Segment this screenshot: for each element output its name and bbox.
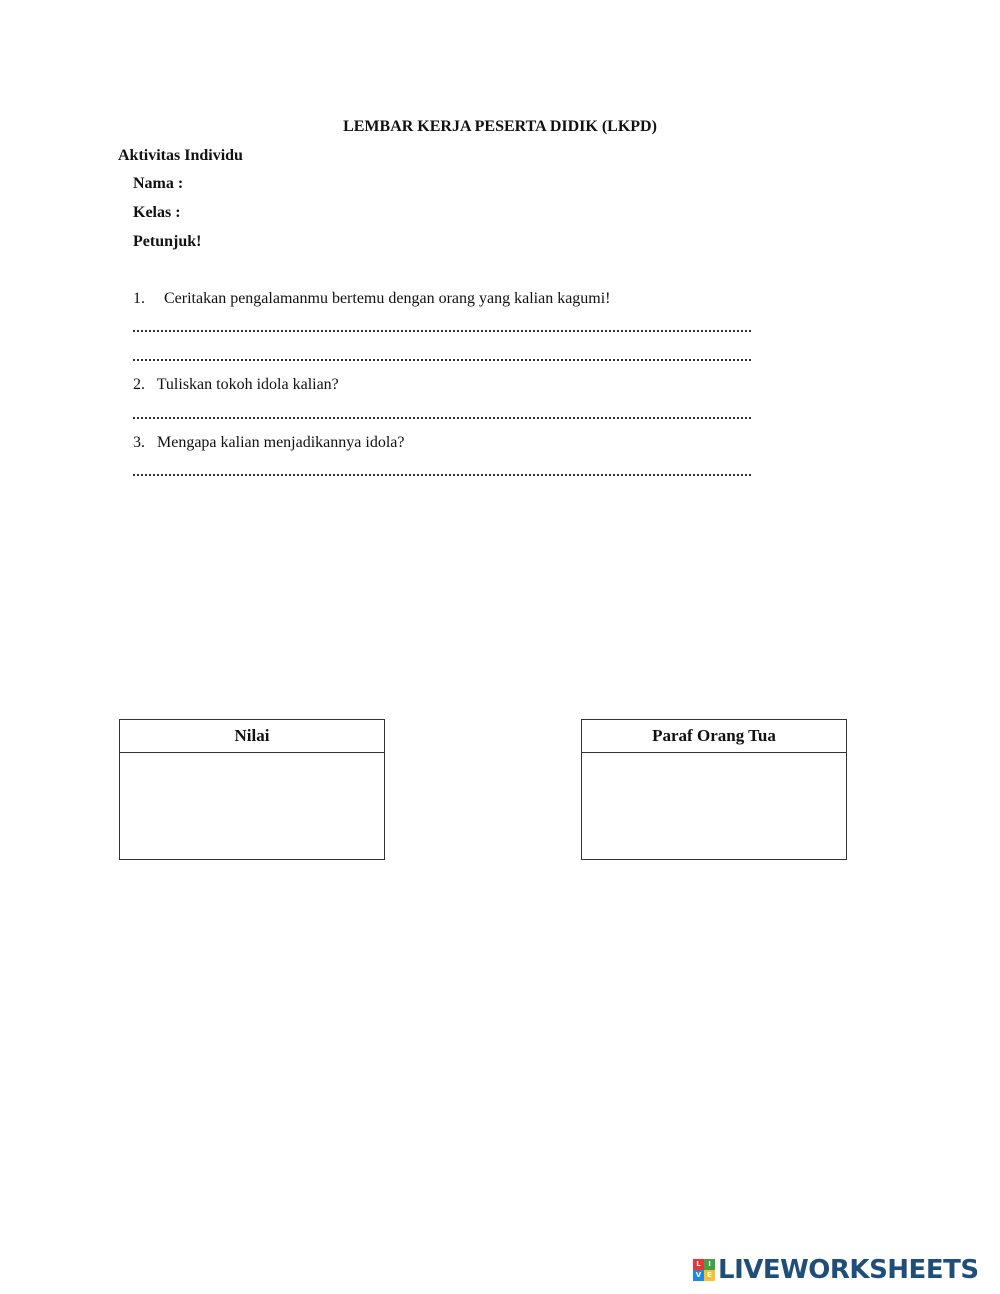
page-title: LEMBAR KERJA PESERTA DIDIK (LKPD): [343, 118, 657, 135]
logo-letter: V: [693, 1270, 704, 1281]
parent-signature-field[interactable]: [582, 753, 846, 859]
answer-line-1a[interactable]: [133, 330, 751, 332]
question-3: [133, 434, 404, 452]
answer-line-1b[interactable]: [133, 359, 751, 361]
question-text: Mengapa kalian menjadikannya idola?: [157, 434, 405, 451]
answer-line-3[interactable]: [133, 474, 751, 476]
class-label: Kelas :: [133, 204, 181, 221]
logo-text: LIVEWORKSHEETS: [718, 1255, 979, 1285]
name-label: Nama :: [133, 175, 184, 192]
grade-box: [119, 719, 385, 860]
answer-line-2[interactable]: [133, 417, 751, 419]
grade-box-field[interactable]: [120, 753, 384, 859]
grade-box-header: Nilai: [120, 720, 384, 753]
liveworksheets-logo: [693, 1255, 979, 1285]
question-text: Tuliskan tokoh idola kalian?: [156, 376, 339, 393]
logo-letter: L: [693, 1259, 704, 1270]
question-text: Ceritakan pengalamanmu bertemu dengan orang yang kalian kagumi!: [164, 290, 611, 307]
parent-signature-box: [581, 719, 847, 860]
question-1: [133, 290, 611, 308]
logo-mark-icon: [693, 1259, 715, 1281]
activity-label: Aktivitas Individu: [118, 147, 243, 164]
logo-letter: E: [704, 1270, 715, 1281]
logo-letter: I: [704, 1259, 715, 1270]
instructions-label: Petunjuk!: [133, 233, 202, 250]
question-number: 3.: [133, 434, 145, 451]
question-number: 2.: [133, 376, 145, 393]
question-number: 1.: [133, 290, 145, 307]
parent-signature-header: Paraf Orang Tua: [582, 720, 846, 753]
question-2: [133, 376, 339, 394]
